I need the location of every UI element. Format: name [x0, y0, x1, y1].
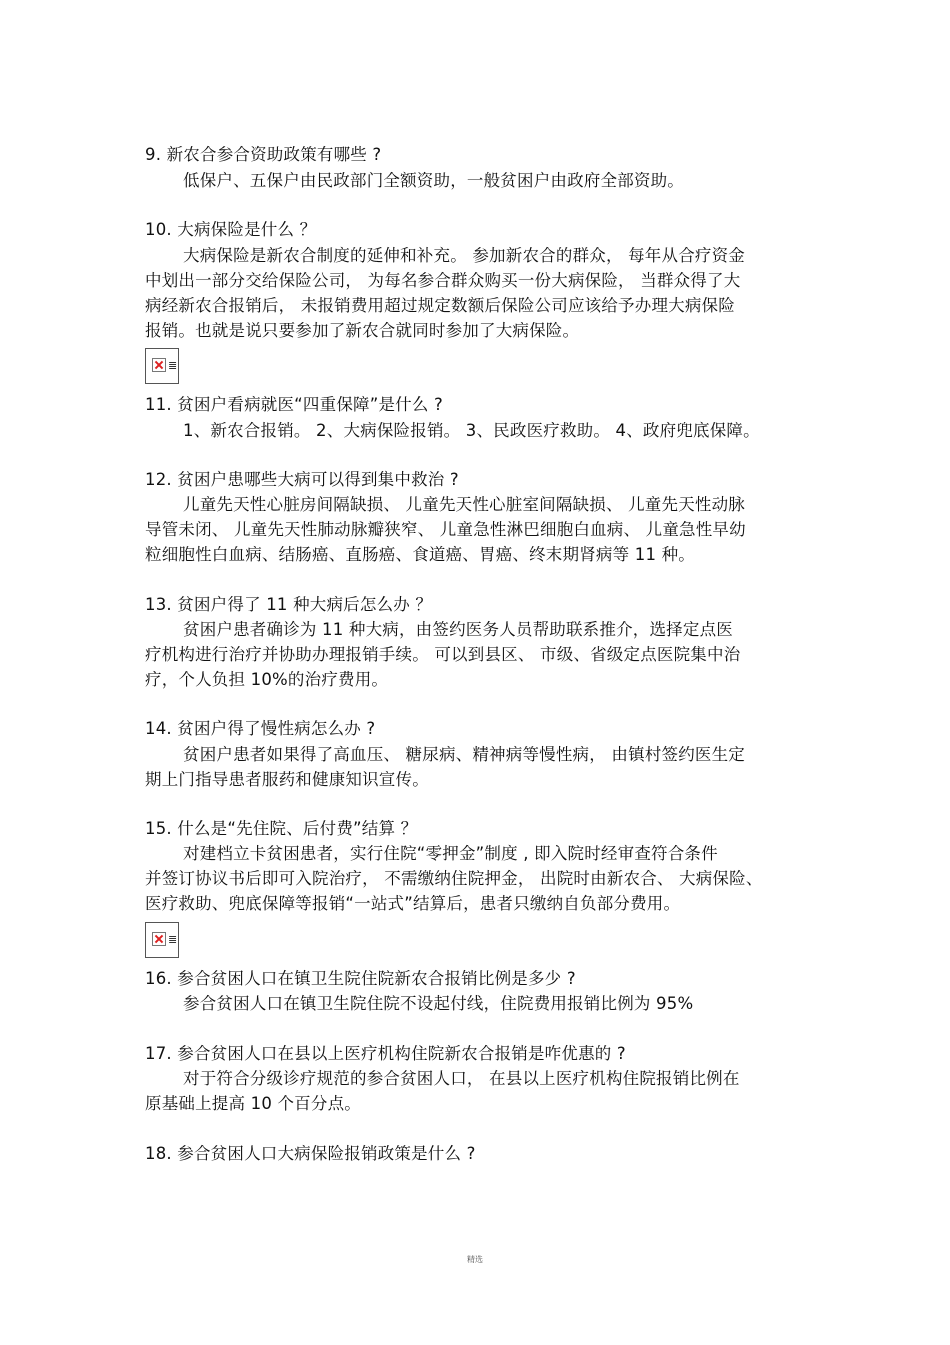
answer-10-line-1: 大病保险是新农合制度的延伸和补充。 参加新农合的群众， 每年从合疗资金 [183, 246, 745, 265]
broken-image-icon [145, 348, 179, 384]
answer-10-line-2: 中划出一部分交给保险公司， 为每名参合群众购买一份大病保险， 当群众得了大 [145, 271, 741, 290]
image-missing-icon [152, 932, 166, 946]
answer-16: 参合贫困人口在镇卫生院住院不设起付线，住院费用报销比例为 95% [183, 994, 694, 1013]
question-17: 17. 参合贫困人口在县以上医疗机构住院新农合报销是咋优惠的 ? [145, 1044, 626, 1063]
question-16: 16. 参合贫困人口在镇卫生院住院新农合报销比例是多少 ? [145, 969, 576, 988]
question-11: 11. 贫困户看病就医“四重保障”是什么 ? [145, 395, 443, 414]
question-18: 18. 参合贫困人口大病保险报销政策是什么 ? [145, 1144, 476, 1163]
question-13: 13. 贫困户得了 11 种大病后怎么办 ？ [145, 595, 433, 614]
answer-15-line-1: 对建档立卡贫困患者，实行住院“零押金”制度 , 即入院时经审查符合条件 [183, 844, 718, 863]
answer-14-line-1: 贫困户患者如果得了高血压、 糖尿病、精神病等慢性病， 由镇村签约医生定 [183, 745, 745, 764]
answer-10-line-3: 病经新农合报销后， 未报销费用超过规定数额后保险公司应该给予办理大病保险 [145, 296, 735, 315]
answer-15-line-2: 并签订协议书后即可入院治疗， 不需缴纳住院押金， 出院时由新农合、 大病保险、 [145, 869, 763, 888]
answer-13-line-1: 贫困户患者确诊为 11 种大病，由签约医务人员帮助联系推介，选择定点医 [183, 620, 733, 639]
image-label-icon: ≣ [168, 359, 178, 372]
answer-11: 1、新农合报销。 2、大病保险报销。 3、民政医疗救助。 4、政府兜底保障。 [183, 421, 760, 440]
answer-9: 低保户、五保户由民政部门全额资助，一般贫困户由政府全部资助。 [183, 171, 684, 190]
answer-12-line-1: 儿童先天性心脏房间隔缺损、 儿童先天性心脏室间隔缺损、 儿童先天性动脉 [183, 495, 745, 514]
image-missing-icon [152, 358, 166, 372]
answer-13-line-3: 疗，个人负担 10%的治疗费用。 [145, 670, 389, 689]
answer-13-line-2: 疗机构进行治疗并协助办理报销手续。 可以到县区、 市级、省级定点医院集中治 [145, 645, 741, 664]
question-12: 12. 贫困户患哪些大病可以得到集中救治 ? [145, 470, 459, 489]
answer-14-line-2: 期上门指导患者服药和健康知识宣传。 [145, 770, 429, 789]
broken-image-icon [145, 922, 179, 958]
page-footer: 精选 [467, 1255, 483, 1264]
question-9: 9. 新农合参合资助政策有哪些 ? [145, 145, 382, 164]
answer-17-line-1: 对于符合分级诊疗规范的参合贫困人口， 在县以上医疗机构住院报销比例在 [183, 1069, 740, 1088]
question-10: 10. 大病保险是什么 ？ [145, 220, 317, 239]
answer-12-line-2: 导管未闭、 儿童先天性肺动脉瓣狭窄、 儿童急性淋巴细胞白血病、 儿童急性早幼 [145, 520, 746, 539]
image-label-icon: ≣ [168, 933, 178, 946]
question-14: 14. 贫困户得了慢性病怎么办 ? [145, 719, 376, 738]
question-15: 15. 什么是“先住院、后付费”结算 ？ [145, 819, 418, 838]
answer-10-line-4: 报销。也就是说只要参加了新农合就同时参加了大病保险。 [145, 321, 580, 340]
answer-17-line-2: 原基础上提高 10 个百分点。 [145, 1094, 361, 1113]
answer-12-line-3: 粒细胞性白血病、结肠癌、直肠癌、食道癌、胃癌、终末期肾病等 11 种。 [145, 545, 695, 564]
answer-15-line-3: 医疗救助、兜底保障等报销“一站式”结算后，患者只缴纳自负部分费用。 [145, 894, 681, 913]
